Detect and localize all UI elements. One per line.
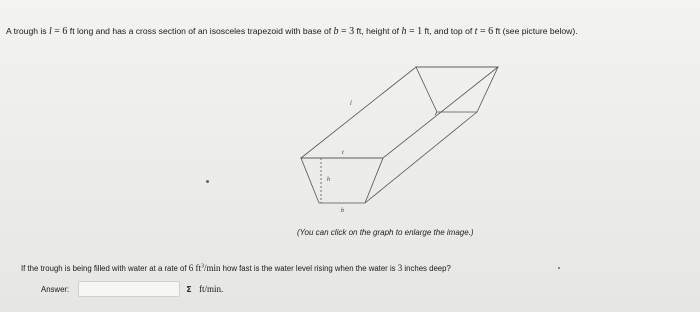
var-l: l [49, 26, 52, 37]
answer-row [41, 279, 223, 299]
problem-text: ft, height of [354, 26, 402, 36]
value-h: = 1 [406, 26, 423, 37]
value-t: = 6 [477, 26, 494, 37]
value-l: = 6 [51, 26, 68, 37]
stray-dot [558, 267, 560, 269]
problem-text: ft long and has a cross section of an isosceles trapezoid with base of [67, 26, 334, 36]
value-b: = 3 [338, 26, 355, 37]
answer-input[interactable] [78, 281, 180, 297]
var-h: h [401, 26, 407, 37]
var-t: t [474, 26, 478, 37]
problem-text: ft (see picture below). [493, 26, 578, 36]
label-b: b [341, 208, 344, 214]
label-t: t [342, 150, 344, 156]
trough-bottom-edge [365, 112, 477, 203]
question-part: how fast is the water level rising when the water is [220, 264, 398, 273]
problem-statement [6, 25, 696, 38]
problem-text: A trough is [6, 26, 49, 36]
var-b: b [333, 26, 339, 37]
trough-inner-edge [435, 112, 437, 115]
trough-figure[interactable] [290, 60, 505, 220]
question-text [21, 263, 451, 273]
rate-value: 6 ft [188, 263, 201, 273]
trough-far-end [416, 67, 498, 112]
problem-text: ft, and top of [422, 26, 475, 36]
sigma-icon[interactable]: Σ [186, 284, 192, 294]
stray-dot [206, 180, 209, 183]
label-l: l [350, 101, 352, 107]
trough-near-end [301, 158, 383, 203]
answer-unit: ft/min. [199, 284, 224, 294]
question-part: If the trough is being filled with water at a rate of [21, 264, 189, 273]
rate-unit: /min [203, 263, 221, 273]
figure-caption: (You can click on the graph to enlarge the image.) [297, 228, 474, 237]
question-part: inches deep? [402, 264, 451, 273]
rate-exponent: 3 [200, 263, 204, 270]
trough-top-face [301, 67, 498, 158]
depth-value: 3 [397, 263, 403, 273]
trough-diagram [290, 60, 505, 220]
answer-label: Answer: [41, 284, 70, 294]
label-h: h [327, 177, 330, 183]
